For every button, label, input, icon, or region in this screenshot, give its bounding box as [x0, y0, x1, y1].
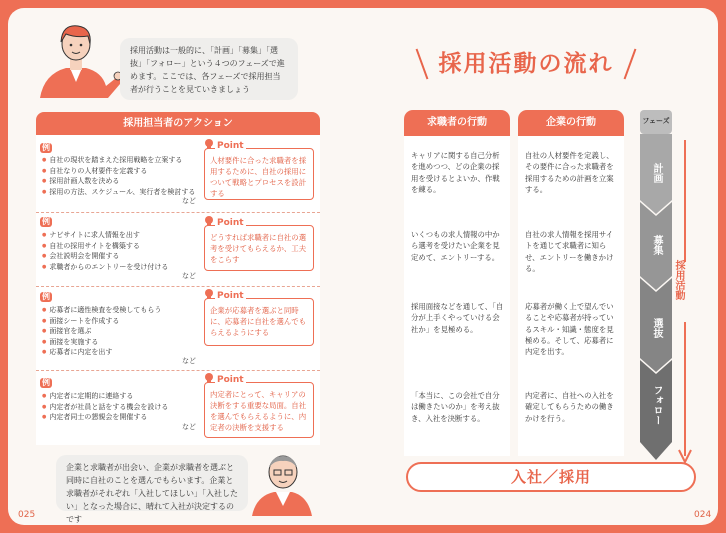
- page-number-left: 025: [18, 510, 36, 520]
- point-box-plan: [204, 141, 314, 200]
- bulb-icon: [203, 288, 215, 300]
- company-action-plan: 自社の人材要件を定義し、その要件に合った求職者を採用するための計画を立案する。: [525, 151, 614, 194]
- seeker-action-select: 採用面接などを通して、「自分が上手くやっていける会社か」を見極める。: [411, 302, 504, 334]
- summary-speech-bubble: [56, 455, 248, 524]
- flow-label: 採用活動: [673, 260, 684, 300]
- point-label: Point: [217, 375, 244, 385]
- seeker-header-text: 求職者の行動: [427, 117, 487, 128]
- end-result-text: 入社／採用: [510, 468, 591, 486]
- left-column-header-text: 採用担当者のアクション: [123, 118, 233, 129]
- list-item: ● 応募者に適性検査を受検してもらう: [42, 305, 161, 316]
- etc-label: など: [182, 197, 196, 205]
- phase-header: フェーズ: [642, 117, 670, 125]
- list-item: ● 採用計画人数を決める: [42, 176, 195, 187]
- page-number-right: 024: [694, 510, 712, 520]
- point-label: Point: [217, 218, 244, 228]
- point-label: Point: [217, 291, 244, 301]
- list-item: ● 自社の採用サイトを構築する: [42, 241, 168, 252]
- phase-recruit: 募集: [651, 235, 662, 255]
- company-column-header: [518, 110, 624, 136]
- company-action-recruit: 自社の求人情報を採用サイトを通じて求職者に知らせ、エントリーを働きかける。: [525, 230, 614, 273]
- list-item: ● 自社の現状を踏まえた採用戦略を立案する: [42, 155, 195, 166]
- list-item: ● 求職者からのエントリーを受け付ける: [42, 262, 168, 273]
- intro-speech-bubble: [120, 38, 298, 100]
- example-badge: 例: [42, 143, 50, 152]
- divider: [36, 286, 320, 287]
- list-item: ● 応募者に内定を出す: [42, 347, 161, 358]
- intro-text: 採用活動は一般的に、「計画」「募集」「選抜」「フォロー」という４つのフェーズで進めます。ここでは、各フェーズで採用担当者が行うことを見ていきましょう: [130, 46, 285, 94]
- older-man-illustration: [246, 446, 320, 516]
- seeker-column-header: [404, 110, 510, 136]
- list-item: ● 面接シートを作成する: [42, 316, 161, 327]
- phase-select: 選抜: [651, 318, 662, 338]
- etc-label: など: [182, 272, 196, 280]
- action-list-select: [42, 305, 161, 358]
- title-text: 採用活動の流れ: [438, 51, 614, 77]
- action-list-recruit: [42, 230, 168, 272]
- phase-follow: フォロー: [651, 385, 662, 425]
- page-title: [415, 40, 637, 88]
- point-box-follow: [204, 375, 314, 438]
- list-item: ● 内定者に定期的に連絡する: [42, 391, 168, 402]
- point-box-recruit: [204, 218, 314, 271]
- list-item: ● 内定者同士の懇親会を開催する: [42, 412, 168, 423]
- etc-label: など: [182, 357, 196, 365]
- list-item: ● 面接を実施する: [42, 337, 161, 348]
- left-column-header: [36, 112, 320, 136]
- list-item: ● 自社なりの人材要件を定義する: [42, 166, 195, 177]
- seeker-action-plan: キャリアに関する自己分析を進めつつ、どの企業の採用を受けるとよいか、作戦を練る。: [411, 151, 500, 194]
- company-action-select: 応募者が働く上で望んでいることや応募者が持っているスキル・知識・態度を見極める。そして、応募者に内定を出す。: [525, 302, 614, 357]
- seeker-action-recruit: いくつもの求人情報の中から選考を受けたい企業を見定めて、エントリーする。: [411, 230, 500, 262]
- company-action-follow: 内定者に、自社への入社を確定してもらうための働きかけを行う。: [525, 391, 614, 423]
- action-list-follow: [42, 391, 168, 423]
- phase-plan: 計画: [651, 163, 662, 183]
- action-list-plan: [42, 155, 195, 197]
- list-item: ● 面接官を選ぶ: [42, 326, 161, 337]
- example-badge: 例: [42, 217, 50, 226]
- list-item: ● 会社説明会を開催する: [42, 251, 168, 262]
- example-badge: 例: [42, 378, 50, 387]
- example-badge: 例: [42, 292, 50, 301]
- divider: [36, 212, 320, 213]
- divider: [36, 370, 320, 371]
- point-text: 内定者にとって、キャリアの決断をする重要な局面。自社を選んでもらえるように、内定者の決断を支援する: [210, 390, 307, 432]
- end-result-box: [406, 462, 696, 492]
- etc-label: など: [182, 423, 196, 431]
- bulb-icon: [203, 215, 215, 227]
- point-text: 人材要件に合った求職者を採用するために、自社の採用について戦略とプロセスを設計する: [210, 156, 307, 198]
- seeker-action-follow: 「本当に、この会社で自分は働きたいのか」を考え抜き、入社を決断する。: [411, 391, 500, 423]
- bulb-icon: [203, 138, 215, 150]
- list-item: ● 内定者が社員と話をする機会を設ける: [42, 402, 168, 413]
- point-label: Point: [217, 141, 244, 151]
- bulb-icon: [203, 372, 215, 384]
- list-item: ● 採用の方法、スケジュール、実行者を検討する: [42, 187, 195, 198]
- point-text: どうすれば求職者に自社の選考を受けてもらえるか、工夫をこらす: [210, 233, 307, 264]
- point-text: 企業が応募者を選ぶと同時に、応募者に自社を選んでもらえるようにする: [210, 306, 307, 337]
- list-item: ● ナビサイトに求人情報を出す: [42, 230, 168, 241]
- company-header-text: 企業の行動: [546, 117, 596, 128]
- point-box-select: [204, 291, 314, 346]
- summary-text: 企業と求職者が出会い、企業が求職者を選ぶと同時に自社のことを選んでもらいます。企業と求職者がそれぞれ「入社してほしい」「入社したい」となった場合に、晴れて入社が決定するのです: [66, 463, 238, 524]
- man-pointing-illustration: [36, 16, 124, 98]
